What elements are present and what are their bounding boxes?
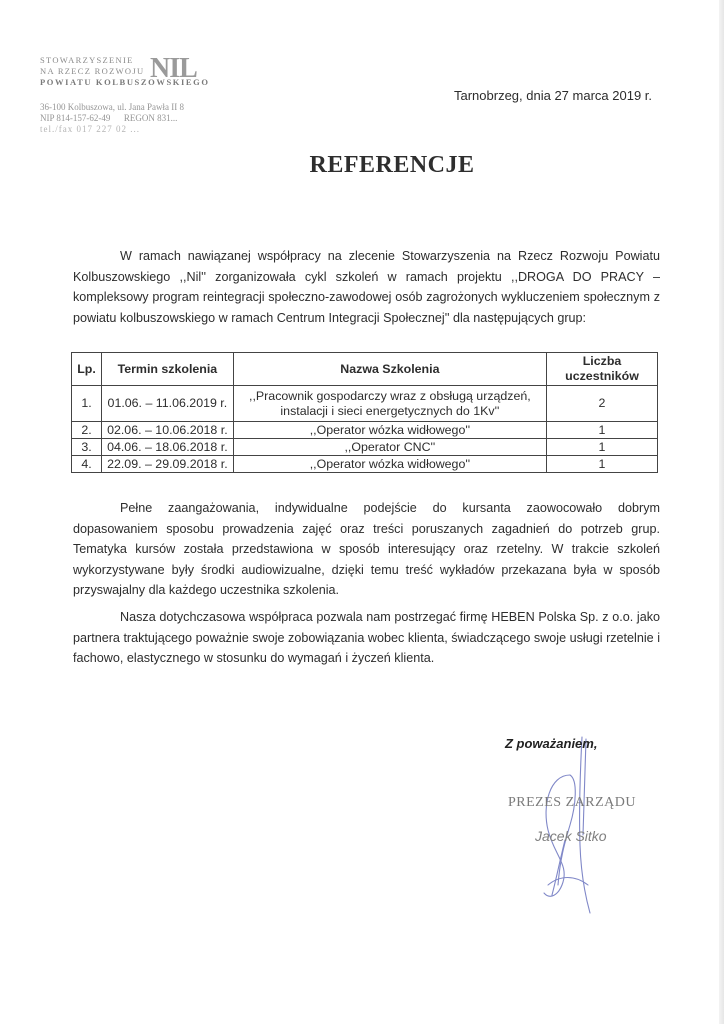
- cell-lp: 2.: [72, 422, 102, 439]
- header-name: Nazwa Szkolenia: [233, 353, 546, 386]
- cell-count: 2: [547, 386, 658, 422]
- nil-logo: NIL: [150, 53, 197, 84]
- paragraph-engagement-text: Pełne zaangażowania, indywidualne podejście do kursanta zaowocowało dobrym dopasowaniem sposobu prowadzenia zajęć oraz treści poruszanych zagadnień do potrzeb grup. Tematyka kursów została przedstawiona w sposób interesujący oraz rzetelny. W trakcie szkoleń wykorzystywane były środki audiowizualne, dzięki temu treść wykładów przekazana była w sposób przyswajalny dla każdego uczestnika szkolenia.: [73, 501, 660, 597]
- paragraph-partnership: [73, 607, 660, 669]
- table-row: [72, 439, 658, 456]
- stamp-regon: REGON 831...: [123, 113, 178, 123]
- stamp-tel: tel./fax 017 227 02 ...: [40, 124, 140, 134]
- cell-name-line: ,,Pracownik gospodarczy wraz z obsługą urządzeń,: [249, 388, 531, 403]
- cell-name: ,,Operator CNC'': [233, 439, 546, 456]
- cell-lp: 1.: [72, 386, 102, 422]
- cell-name: ,,Operator wózka widłowego'': [233, 456, 546, 473]
- handwritten-signature: [530, 735, 620, 915]
- document-title: REFERENCJE: [309, 152, 475, 178]
- table-row: [72, 386, 658, 422]
- signatory-position: PREZES ZARZĄDU: [508, 795, 636, 810]
- cell-term: 04.06. – 18.06.2018 r.: [101, 439, 233, 456]
- cell-term: 02.06. – 10.06.2018 r.: [101, 422, 233, 439]
- stamp-address-block: [40, 102, 250, 135]
- stamp-address: 36-100 Kolbuszowa, ul. Jana Pawła II 8: [40, 102, 184, 112]
- stamp-org-name: [40, 55, 250, 88]
- place-date: Tarnobrzeg, dnia 27 marca 2019 r.: [454, 88, 653, 103]
- stamp-line: STOWARZYSZENIE: [40, 55, 134, 65]
- cell-name: [233, 386, 546, 422]
- cell-count: 1: [547, 456, 658, 473]
- stamp-ids: [40, 113, 250, 124]
- cell-count: 1: [547, 439, 658, 456]
- header-count: Liczba uczestników: [547, 353, 658, 386]
- paragraph-intro: [73, 246, 660, 328]
- stamp-line: NA RZECZ ROZWOJU: [40, 66, 145, 76]
- organization-stamp: [40, 55, 250, 135]
- cell-count: 1: [547, 422, 658, 439]
- cell-lp: 3.: [72, 439, 102, 456]
- paragraph-engagement: [73, 498, 660, 601]
- cell-term: 22.09. – 29.09.2018 r.: [101, 456, 233, 473]
- paragraph-partnership-text: Nasza dotychczasowa współpraca pozwala nam postrzegać firmę HEBEN Polska Sp. z o.o. jako partnera traktującego poważnie swoje zobowiązania wobec klienta, świadczącego swoje usługi rzetelnie i fachowo, elastycznego w stosunku do wymagań i życzeń klienta.: [73, 610, 660, 665]
- cell-lp: 4.: [72, 456, 102, 473]
- stamp-line: POWIATU KOLBUSZOWSKIEGO: [40, 77, 210, 87]
- table-header-row: [72, 353, 658, 386]
- closing-salutation: Z poważaniem,: [505, 736, 598, 751]
- cell-term: 01.06. – 11.06.2019 r.: [101, 386, 233, 422]
- table-row: [72, 422, 658, 439]
- stamp-nip: NIP 814-157-62-49: [40, 113, 111, 123]
- cell-name: ,,Operator wózka widłowego'': [233, 422, 546, 439]
- trainings-table: [71, 352, 658, 473]
- signatory-name: Jacek Sitko: [535, 828, 607, 844]
- header-term: Termin szkolenia: [101, 353, 233, 386]
- paragraph-intro-text: W ramach nawiązanej współpracy na zlecenie Stowarzyszenia na Rzecz Rozwoju Powiatu Kolbuszowskiego ,,Nil'' zorganizowała cykl szkoleń w ramach projektu ,,DROGA DO PRACY – kompleksowy program reintegracji społeczno-zawodowej osób zagrożonych wykluczeniem społecznym z powiatu kolbuszowskiego w ramach Centrum Integracji Społecznej'' dla następujących grup:: [73, 249, 660, 325]
- cell-name-line: instalacji i sieci energetycznych do 1Kv'': [280, 403, 500, 418]
- table-row: [72, 456, 658, 473]
- document-title-wrap: [0, 152, 724, 179]
- header-lp: Lp.: [72, 353, 102, 386]
